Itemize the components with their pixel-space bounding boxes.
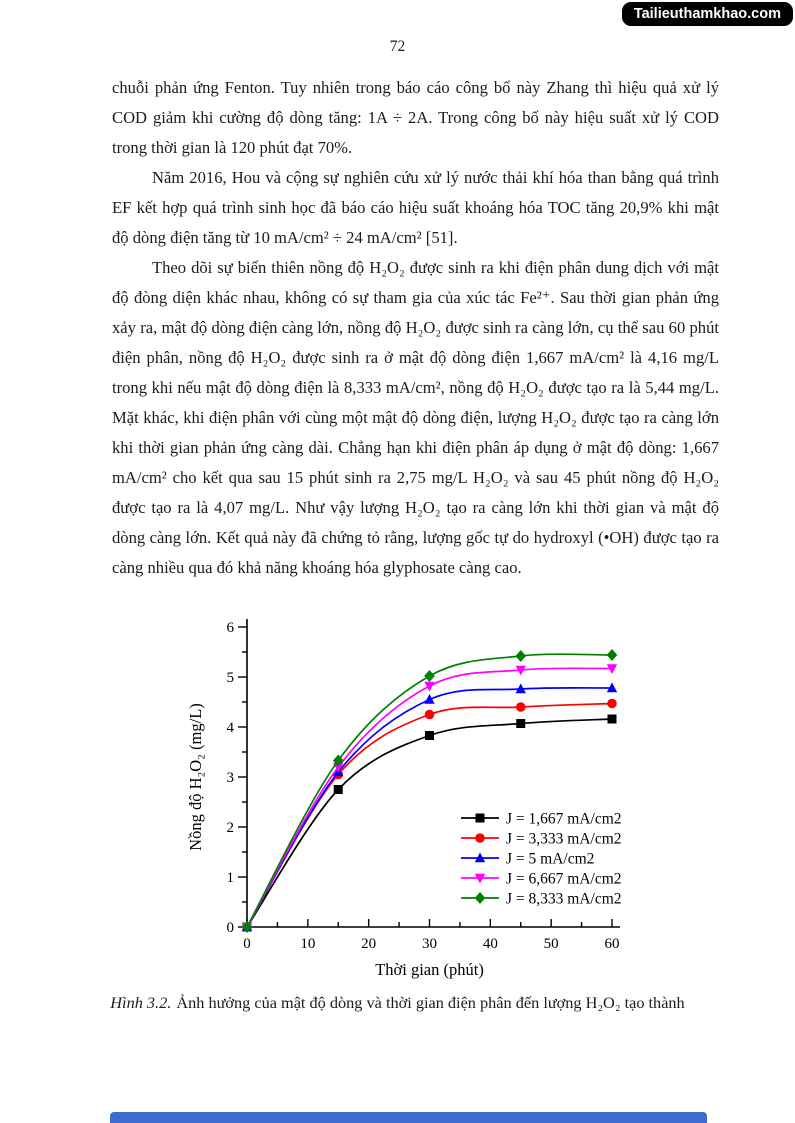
svg-text:J = 6,667 mA/cm2: J = 6,667 mA/cm2	[506, 870, 622, 888]
svg-text:J = 1,667 mA/cm2: J = 1,667 mA/cm2	[506, 810, 622, 828]
body-text	[112, 73, 719, 583]
svg-text:0: 0	[226, 920, 234, 936]
svg-text:J = 3,333 mA/cm2: J = 3,333 mA/cm2	[506, 830, 622, 848]
figure-caption	[0, 990, 795, 1016]
page-number: 72	[389, 38, 406, 55]
watermark-text: Tailieuthamkhao.com	[633, 6, 781, 22]
figure-chart	[185, 617, 655, 987]
svg-text:60: 60	[604, 936, 620, 952]
svg-text:30: 30	[422, 936, 437, 952]
h2o2-line-chart	[185, 617, 655, 987]
svg-text:Thời gian (phút): Thời gian (phút)	[375, 960, 484, 979]
svg-text:4: 4	[226, 720, 234, 736]
svg-text:1: 1	[226, 870, 234, 886]
svg-text:J = 5 mA/cm2: J = 5 mA/cm2	[506, 850, 595, 868]
svg-text:10: 10	[300, 936, 316, 952]
paragraph-1: chuỗi phản ứng Fenton. Tuy nhiên trong báo cáo công bố này Zhang thì hiệu quả xử lý COD giảm khi cường độ dòng tăng: 1A ÷ 2A. Trong công bố này hiệu suất xử lý COD trong thời gian là 120 phút đạt 70%.	[112, 78, 719, 157]
svg-text:J = 8,333 mA/cm2: J = 8,333 mA/cm2	[506, 890, 622, 908]
svg-text:20: 20	[361, 936, 377, 952]
svg-text:2: 2	[226, 820, 234, 836]
figure-caption-text: Ảnh hưởng của mật độ dòng và thời gian điện phân đến lượng H₂O₂ tạo thành	[176, 993, 685, 1012]
figure-caption-label: Hình 3.2.	[110, 993, 172, 1012]
svg-text:5: 5	[226, 670, 234, 686]
svg-text:40: 40	[482, 936, 498, 952]
svg-text:0: 0	[243, 936, 251, 952]
watermark-badge[interactable]	[622, 2, 793, 26]
svg-text:6: 6	[226, 620, 234, 636]
svg-text:50: 50	[543, 936, 559, 952]
footer-bar	[110, 1112, 707, 1123]
svg-text:3: 3	[226, 770, 234, 786]
paragraph-3: Theo dõi sự biến thiên nồng độ H₂O₂ được sinh ra khi điện phân dung dịch với mật độ đòng diện khác nhau, không có sự tham gia của xúc tác Fe²⁺. Sau thời gian phản ứng xảy ra, mật độ dòng điện càng lớn, nồng độ H₂O₂ được sinh ra càng lớn, cụ thể sau 60 phút điện phân, nồng độ H₂O₂ được sinh ra ở mật độ dòng điện 1,667 mA/cm² là 4,16 mg/L trong khi nếu mật độ dòng điện là 8,333 mA/cm², nồng độ H₂O₂ được tạo ra là 5,44 mg/L. Mặt khác, khi điện phân với cùng một mật độ dòng điện, lượng H₂O₂ được tạo ra càng lớn khi thời gian phản ứng càng dài. Chẳng hạn khi điện phân áp dụng ở mật độ dòng: 1,667 mA/cm² cho kết qua sau 15 phút sinh ra 2,75 mg/L H₂O₂ và sau 45 phút nồng độ H₂O₂ được tạo ra là 4,07 mg/L. Như vậy lượng H₂O₂ tạo ra càng lớn khi thời gian và mật độ dòng càng lớn. Kết quả này đã chứng tỏ rằng, lượng gốc tự do hydroxyl (•OH) được tạo ra càng nhiều qua đó khả năng khoáng hóa glyphosate càng cao.	[112, 258, 719, 577]
svg-text:Nồng độ H₂O₂ (mg/L): Nồng độ H₂O₂ (mg/L)	[186, 703, 205, 851]
paragraph-2: Năm 2016, Hou và cộng sự nghiên cứu xử lý nước thải khí hóa than bằng quá trình EF kết hợp quá trình sinh học đã báo cáo hiệu suất khoáng hóa TOC tăng 20,9% khi mật độ dòng điện tăng từ 10 mA/cm² ÷ 24 mA/cm² [51].	[112, 168, 719, 247]
